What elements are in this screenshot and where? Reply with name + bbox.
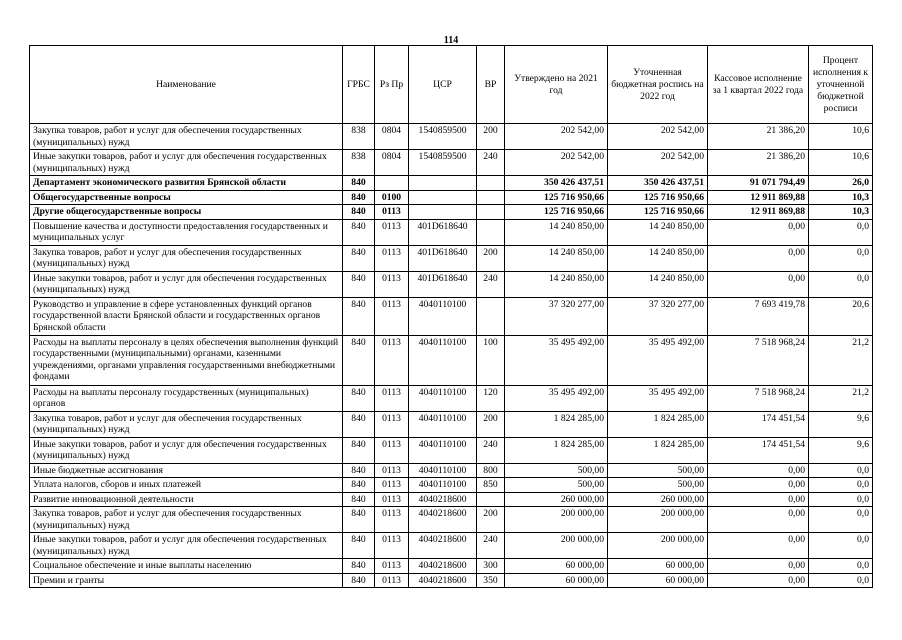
cell-rzpr: 0113 (375, 297, 409, 335)
cell-cash: 174 451,54 (708, 437, 809, 463)
cell-approved: 14 240 850,00 (505, 219, 608, 245)
page-number: 114 (443, 35, 459, 46)
col-header-cash: Кассовое исполнение за 1 квартал 2022 года (708, 46, 809, 124)
cell-revised: 37 320 277,00 (608, 297, 708, 335)
cell-percent: 21,2 (809, 335, 873, 385)
cell-percent: 0,0 (809, 492, 873, 507)
cell-grbs: 840 (343, 507, 375, 533)
cell-approved: 1 824 285,00 (505, 411, 608, 437)
cell-percent: 10,3 (809, 205, 873, 220)
cell-csr: 4040110100 (409, 411, 477, 437)
table-row (30, 190, 873, 205)
cell-cash: 174 451,54 (708, 411, 809, 437)
cell-approved: 200 000,00 (505, 507, 608, 533)
cell-rzpr: 0113 (375, 385, 409, 411)
cell-grbs: 840 (343, 478, 375, 493)
cell-revised: 125 716 950,66 (608, 190, 708, 205)
cell-cash: 7 518 968,24 (708, 335, 809, 385)
cell-vr: 850 (477, 478, 505, 493)
cell-percent: 0,0 (809, 271, 873, 297)
cell-vr (477, 190, 505, 205)
cell-rzpr: 0113 (375, 205, 409, 220)
cell-rzpr: 0113 (375, 533, 409, 559)
cell-cash: 0,00 (708, 245, 809, 271)
cell-percent: 10,6 (809, 150, 873, 176)
cell-rzpr: 0113 (375, 463, 409, 478)
cell-revised: 60 000,00 (608, 573, 708, 588)
cell-name: Премии и гранты (30, 573, 343, 588)
table-row (30, 150, 873, 176)
table-row (30, 271, 873, 297)
cell-vr: 350 (477, 573, 505, 588)
cell-name: Руководство и управление в сфере установленных функций органов государственной власти Брянской области и государственных органов Брянской области (30, 297, 343, 335)
cell-percent: 0,0 (809, 478, 873, 493)
cell-revised: 14 240 850,00 (608, 271, 708, 297)
cell-name: Иные закупки товаров, работ и услуг для обеспечения государственных (муниципальных) нужд (30, 271, 343, 297)
table-row (30, 219, 873, 245)
cell-csr: 4040218600 (409, 573, 477, 588)
col-header-vr: ВР (477, 46, 505, 124)
table-row (30, 335, 873, 385)
cell-vr (477, 176, 505, 191)
table-row (30, 533, 873, 559)
cell-cash: 21 386,20 (708, 124, 809, 150)
table-row (30, 492, 873, 507)
table-header-row (30, 46, 873, 124)
cell-revised: 14 240 850,00 (608, 219, 708, 245)
cell-revised: 60 000,00 (608, 559, 708, 574)
cell-cash: 21 386,20 (708, 150, 809, 176)
table-row (30, 507, 873, 533)
cell-rzpr: 0113 (375, 437, 409, 463)
cell-grbs: 838 (343, 124, 375, 150)
cell-rzpr: 0113 (375, 411, 409, 437)
cell-approved: 500,00 (505, 463, 608, 478)
cell-revised: 1 824 285,00 (608, 437, 708, 463)
cell-csr: 4040110100 (409, 463, 477, 478)
cell-revised: 202 542,00 (608, 124, 708, 150)
cell-cash: 0,00 (708, 463, 809, 478)
cell-percent: 26,0 (809, 176, 873, 191)
cell-cash: 91 071 794,49 (708, 176, 809, 191)
cell-name: Департамент экономического развития Брянской области (30, 176, 343, 191)
cell-name: Закупка товаров, работ и услуг для обеспечения государственных (муниципальных) нужд (30, 411, 343, 437)
cell-vr: 240 (477, 150, 505, 176)
cell-grbs: 840 (343, 335, 375, 385)
cell-name: Развитие инновационной деятельности (30, 492, 343, 507)
cell-grbs: 840 (343, 297, 375, 335)
cell-grbs: 840 (343, 411, 375, 437)
cell-approved: 14 240 850,00 (505, 245, 608, 271)
cell-vr: 200 (477, 411, 505, 437)
cell-percent: 20,6 (809, 297, 873, 335)
cell-vr (477, 219, 505, 245)
cell-cash: 0,00 (708, 478, 809, 493)
cell-revised: 202 542,00 (608, 150, 708, 176)
cell-percent: 0,0 (809, 533, 873, 559)
cell-percent: 0,0 (809, 559, 873, 574)
cell-cash: 0,00 (708, 271, 809, 297)
cell-csr: 4040110100 (409, 297, 477, 335)
cell-name: Социальное обеспечение и иные выплаты населению (30, 559, 343, 574)
cell-rzpr: 0100 (375, 190, 409, 205)
cell-rzpr: 0113 (375, 492, 409, 507)
cell-vr: 240 (477, 437, 505, 463)
cell-revised: 260 000,00 (608, 492, 708, 507)
col-header-revised: Уточненная бюджетная роспись на 2022 год (608, 46, 708, 124)
cell-vr: 100 (477, 335, 505, 385)
cell-revised: 200 000,00 (608, 507, 708, 533)
cell-vr: 200 (477, 245, 505, 271)
table-row (30, 205, 873, 220)
cell-percent: 0,0 (809, 219, 873, 245)
cell-grbs: 840 (343, 492, 375, 507)
table-row (30, 245, 873, 271)
cell-grbs: 840 (343, 205, 375, 220)
cell-csr: 401D618640 (409, 245, 477, 271)
cell-name: Повышение качества и доступности предоставления государственных и муниципальных услуг (30, 219, 343, 245)
cell-percent: 0,0 (809, 463, 873, 478)
cell-grbs: 840 (343, 271, 375, 297)
cell-grbs: 840 (343, 463, 375, 478)
table-row (30, 385, 873, 411)
cell-grbs: 840 (343, 559, 375, 574)
cell-cash: 12 911 869,88 (708, 205, 809, 220)
cell-grbs: 840 (343, 437, 375, 463)
table-row (30, 124, 873, 150)
budget-table (29, 45, 873, 588)
cell-percent: 9,6 (809, 437, 873, 463)
col-header-rzpr: Рз Пр (375, 46, 409, 124)
cell-csr: 4040218600 (409, 492, 477, 507)
cell-cash: 0,00 (708, 573, 809, 588)
cell-csr (409, 190, 477, 205)
cell-cash: 0,00 (708, 559, 809, 574)
cell-percent: 0,0 (809, 245, 873, 271)
cell-cash: 7 693 419,78 (708, 297, 809, 335)
cell-approved: 500,00 (505, 478, 608, 493)
table-row (30, 559, 873, 574)
cell-approved: 350 426 437,51 (505, 176, 608, 191)
cell-vr: 300 (477, 559, 505, 574)
cell-grbs: 838 (343, 150, 375, 176)
cell-rzpr: 0113 (375, 335, 409, 385)
cell-csr: 1540859500 (409, 124, 477, 150)
cell-grbs: 840 (343, 190, 375, 205)
cell-name: Общегосударственные вопросы (30, 190, 343, 205)
cell-percent: 9,6 (809, 411, 873, 437)
cell-revised: 35 495 492,00 (608, 385, 708, 411)
cell-approved: 60 000,00 (505, 573, 608, 588)
cell-cash: 0,00 (708, 492, 809, 507)
cell-vr: 200 (477, 507, 505, 533)
cell-percent: 21,2 (809, 385, 873, 411)
cell-csr: 401D618640 (409, 271, 477, 297)
cell-rzpr: 0113 (375, 245, 409, 271)
table-row (30, 437, 873, 463)
cell-cash: 0,00 (708, 533, 809, 559)
cell-name: Закупка товаров, работ и услуг для обеспечения государственных (муниципальных) нужд (30, 507, 343, 533)
cell-percent: 10,6 (809, 124, 873, 150)
cell-vr: 120 (477, 385, 505, 411)
cell-csr: 4040218600 (409, 507, 477, 533)
cell-name: Иные закупки товаров, работ и услуг для обеспечения государственных (муниципальных) нужд (30, 533, 343, 559)
cell-cash: 7 518 968,24 (708, 385, 809, 411)
cell-grbs: 840 (343, 573, 375, 588)
cell-cash: 0,00 (708, 507, 809, 533)
cell-cash: 12 911 869,88 (708, 190, 809, 205)
col-header-grbs: ГРБС (343, 46, 375, 124)
table-row (30, 176, 873, 191)
cell-name: Уплата налогов, сборов и иных платежей (30, 478, 343, 493)
cell-vr (477, 297, 505, 335)
cell-approved: 202 542,00 (505, 150, 608, 176)
cell-rzpr: 0804 (375, 124, 409, 150)
cell-name: Расходы на выплаты персоналу государственных (муниципальных) органов (30, 385, 343, 411)
cell-name: Иные закупки товаров, работ и услуг для обеспечения государственных (муниципальных) нужд (30, 150, 343, 176)
cell-csr: 4040110100 (409, 335, 477, 385)
cell-approved: 125 716 950,66 (505, 205, 608, 220)
cell-csr: 4040218600 (409, 559, 477, 574)
table-row (30, 297, 873, 335)
col-header-name: Наименование (30, 46, 343, 124)
cell-approved: 14 240 850,00 (505, 271, 608, 297)
col-header-approved: Утверждено на 2021 год (505, 46, 608, 124)
cell-vr: 800 (477, 463, 505, 478)
cell-approved: 202 542,00 (505, 124, 608, 150)
cell-revised: 500,00 (608, 463, 708, 478)
cell-revised: 35 495 492,00 (608, 335, 708, 385)
cell-csr: 401D618640 (409, 219, 477, 245)
cell-revised: 1 824 285,00 (608, 411, 708, 437)
cell-vr (477, 205, 505, 220)
cell-name: Иные бюджетные ассигнования (30, 463, 343, 478)
cell-cash: 0,00 (708, 219, 809, 245)
cell-csr: 4040218600 (409, 533, 477, 559)
cell-rzpr: 0113 (375, 271, 409, 297)
cell-percent: 0,0 (809, 573, 873, 588)
cell-name: Иные закупки товаров, работ и услуг для обеспечения государственных (муниципальных) нужд (30, 437, 343, 463)
cell-csr: 4040110100 (409, 385, 477, 411)
cell-rzpr: 0113 (375, 507, 409, 533)
cell-name: Другие общегосударственные вопросы (30, 205, 343, 220)
cell-csr: 1540859500 (409, 150, 477, 176)
cell-revised: 200 000,00 (608, 533, 708, 559)
cell-csr (409, 176, 477, 191)
cell-approved: 60 000,00 (505, 559, 608, 574)
cell-rzpr (375, 176, 409, 191)
cell-csr: 4040110100 (409, 437, 477, 463)
cell-revised: 500,00 (608, 478, 708, 493)
table-row (30, 411, 873, 437)
cell-revised: 350 426 437,51 (608, 176, 708, 191)
cell-revised: 125 716 950,66 (608, 205, 708, 220)
cell-vr: 200 (477, 124, 505, 150)
col-header-percent: Процент исполнения к уточненной бюджетной росписи (809, 46, 873, 124)
cell-name: Расходы на выплаты персоналу в целях обеспечения выполнения функций государственными (муниципальными) органами, казенными учреждениями, органами управления государственными внебюджетными фондами (30, 335, 343, 385)
cell-rzpr: 0113 (375, 219, 409, 245)
cell-percent: 10,3 (809, 190, 873, 205)
cell-grbs: 840 (343, 176, 375, 191)
cell-csr: 4040110100 (409, 478, 477, 493)
table-row (30, 573, 873, 588)
cell-grbs: 840 (343, 533, 375, 559)
cell-approved: 125 716 950,66 (505, 190, 608, 205)
cell-rzpr: 0113 (375, 573, 409, 588)
cell-approved: 35 495 492,00 (505, 335, 608, 385)
col-header-csr: ЦСР (409, 46, 477, 124)
cell-vr: 240 (477, 271, 505, 297)
cell-percent: 0,0 (809, 507, 873, 533)
cell-vr: 240 (477, 533, 505, 559)
cell-name: Закупка товаров, работ и услуг для обеспечения государственных (муниципальных) нужд (30, 124, 343, 150)
cell-approved: 37 320 277,00 (505, 297, 608, 335)
cell-name: Закупка товаров, работ и услуг для обеспечения государственных (муниципальных) нужд (30, 245, 343, 271)
table-row (30, 478, 873, 493)
cell-grbs: 840 (343, 219, 375, 245)
cell-approved: 1 824 285,00 (505, 437, 608, 463)
cell-grbs: 840 (343, 245, 375, 271)
table-body (30, 124, 873, 588)
cell-rzpr: 0113 (375, 559, 409, 574)
cell-vr (477, 492, 505, 507)
cell-approved: 200 000,00 (505, 533, 608, 559)
table-row (30, 463, 873, 478)
cell-csr (409, 205, 477, 220)
cell-grbs: 840 (343, 385, 375, 411)
cell-rzpr: 0804 (375, 150, 409, 176)
cell-revised: 14 240 850,00 (608, 245, 708, 271)
cell-approved: 35 495 492,00 (505, 385, 608, 411)
cell-approved: 260 000,00 (505, 492, 608, 507)
cell-rzpr: 0113 (375, 478, 409, 493)
